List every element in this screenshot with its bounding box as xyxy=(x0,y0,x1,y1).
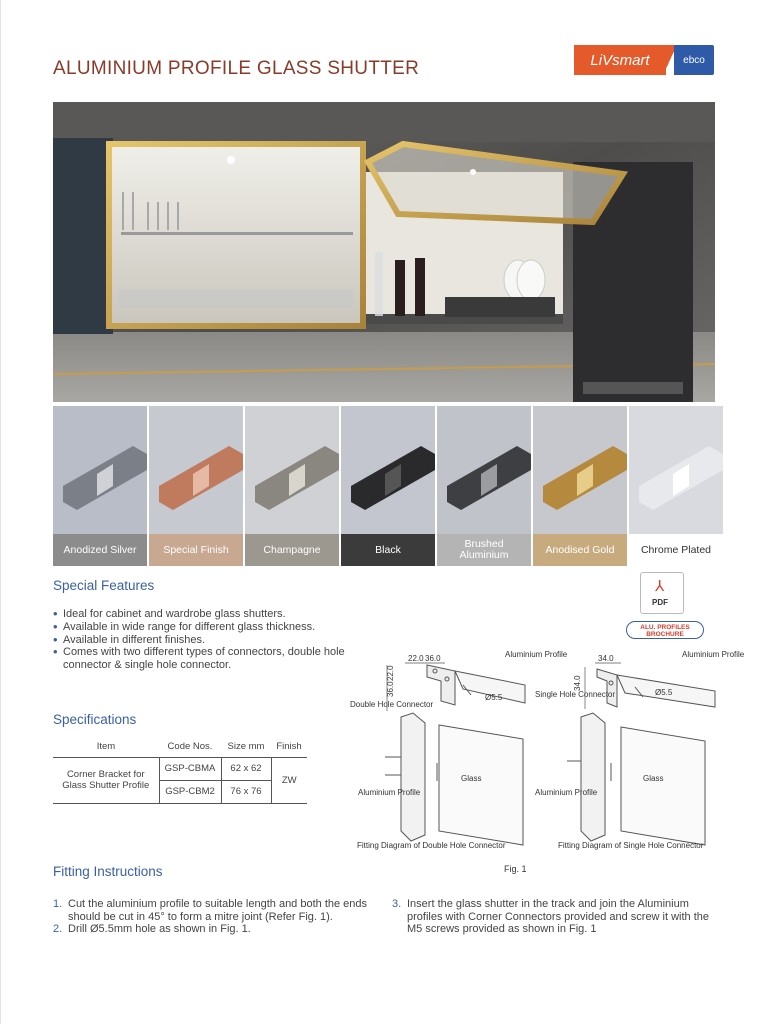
brochure-link[interactable]: ALU. PROFILES BROCHURE xyxy=(626,621,704,639)
finish-label: Black xyxy=(341,534,435,566)
table-header: Item xyxy=(53,737,159,757)
finish-swatch xyxy=(245,406,339,566)
double-hole-diagram xyxy=(350,650,568,850)
profile-label: Aluminium Profile xyxy=(505,650,568,659)
finish-label: Chrome Plated xyxy=(629,534,723,566)
profile-sample-image xyxy=(341,406,435,534)
dimension-label: 22.0 xyxy=(386,665,395,681)
pdf-icon[interactable] xyxy=(640,572,684,614)
livsmart-logo: LiVsmart xyxy=(574,45,666,75)
profile-sample-image xyxy=(629,406,723,534)
finish-label: Special Finish xyxy=(149,534,243,566)
finish-label: Anodized Silver xyxy=(53,534,147,566)
dimension-label: 22.0 xyxy=(408,654,424,663)
features-heading: Special Features xyxy=(53,578,155,593)
finish-label: Champagne xyxy=(245,534,339,566)
item-cell: Corner Bracket for Glass Shutter Profile xyxy=(53,757,159,803)
size-cell: 62 x 62 xyxy=(221,757,271,780)
ebco-logo: ebco xyxy=(674,45,714,75)
connector-label: Single Hole Connector xyxy=(535,690,616,699)
figure-label: Fig. 1 xyxy=(504,864,527,874)
brochure-download[interactable] xyxy=(621,572,711,642)
finish-swatch xyxy=(533,406,627,566)
finish-swatch xyxy=(53,406,147,566)
finish-label: Brushed Aluminium xyxy=(437,534,531,566)
feature-item: • Ideal for cabinet and wardrobe glass shutters. xyxy=(53,608,353,621)
brand-logo xyxy=(574,45,714,75)
connector-label: Double Hole Connector xyxy=(350,700,434,709)
fitting-heading: Fitting Instructions xyxy=(53,864,163,879)
fitting-steps-left xyxy=(53,898,373,936)
profile-sample-image xyxy=(149,406,243,534)
profile-label: Aluminium Profile xyxy=(682,650,745,659)
glass-label: Glass xyxy=(643,774,664,783)
table-header: Size mm xyxy=(221,737,271,757)
finish-swatches xyxy=(53,406,715,566)
instruction-step xyxy=(392,898,714,936)
feature-item: • Available in wide range for different glass thickness. xyxy=(53,621,353,634)
single-hole-diagram xyxy=(535,650,745,850)
finish-cell: ZW xyxy=(271,757,307,803)
feature-item: • Comes with two different types of connectors, double hole connector & single hole connector. xyxy=(53,646,353,672)
profile-label: Aluminium Profile xyxy=(535,788,598,797)
dimension-label: 36.0 xyxy=(425,654,441,663)
diagram-caption: Fitting Diagram of Single Hole Connector xyxy=(558,841,704,850)
specifications-table xyxy=(53,737,307,804)
diagram-caption: Fitting Diagram of Double Hole Connector xyxy=(357,841,506,850)
features-list xyxy=(53,608,353,672)
code-cell: GSP-CBM2 xyxy=(159,780,221,803)
table-header: Code Nos. xyxy=(159,737,221,757)
profile-label: Aluminium Profile xyxy=(358,788,421,797)
profile-sample-image xyxy=(533,406,627,534)
finish-swatch xyxy=(149,406,243,566)
size-cell: 76 x 76 xyxy=(221,780,271,803)
instruction-step xyxy=(53,923,373,936)
hole-label: Ø5.5 xyxy=(655,688,673,697)
page-title: ALUMINIUM PROFILE GLASS SHUTTER xyxy=(53,58,420,79)
hero-kitchen-image xyxy=(53,102,715,402)
finish-swatch xyxy=(437,406,531,566)
fitting-diagram xyxy=(345,645,745,855)
step-number: 2. xyxy=(53,923,63,936)
step-text: Cut the aluminium profile to suitable length and both the ends should be cut in 45° to form a mitre joint (Refer Fig. 1). xyxy=(68,898,368,923)
acrobat-icon: ⅄ xyxy=(655,578,665,595)
dimension-label: 34.0 xyxy=(573,675,582,691)
profile-sample-image xyxy=(53,406,147,534)
finish-label: Anodised Gold xyxy=(533,534,627,566)
profile-sample-image xyxy=(245,406,339,534)
table-header: Finish xyxy=(271,737,307,757)
dimension-label: 34.0 xyxy=(598,654,614,663)
fitting-steps-right xyxy=(392,898,714,936)
feature-item: • Available in different finishes. xyxy=(53,634,353,647)
step-number: 1. xyxy=(53,898,63,910)
code-cell: GSP-CBMA xyxy=(159,757,221,780)
step-number: 3. xyxy=(392,898,402,910)
hole-label: Ø5.5 xyxy=(485,693,503,702)
step-text: Insert the glass shutter in the track and join the Aluminium profiles with Corner Connectors provided and screw it with the M5 screws provided as shown in Fig. 1 xyxy=(407,898,710,936)
pdf-label: PDF xyxy=(652,598,668,607)
dimension-label: 36.0 xyxy=(386,681,395,697)
instruction-step xyxy=(53,898,373,923)
finish-swatch xyxy=(341,406,435,566)
step-text: Drill Ø5.5mm hole as shown in Fig. 1. xyxy=(68,923,251,936)
specifications-heading: Specifications xyxy=(53,712,137,727)
profile-sample-image xyxy=(437,406,531,534)
glass-label: Glass xyxy=(461,774,482,783)
table-row xyxy=(53,757,307,780)
finish-swatch xyxy=(629,406,723,566)
